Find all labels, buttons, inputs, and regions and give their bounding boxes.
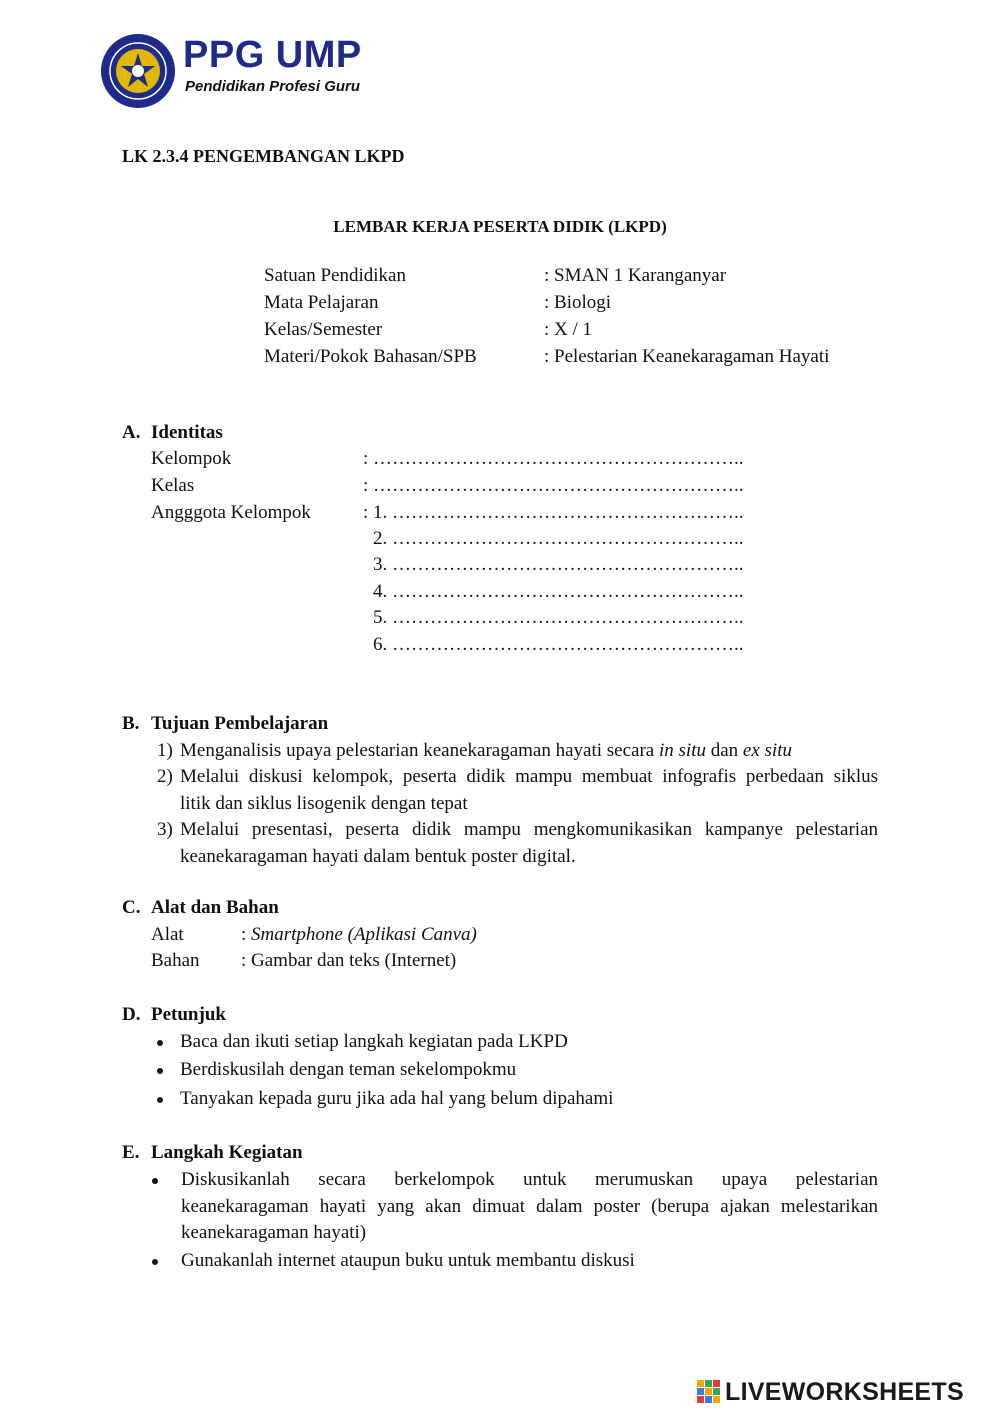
info-label: Mata Pelajaran [264, 292, 379, 313]
info-value: : Pelestarian Keanekaragaman Hayati [544, 346, 830, 367]
bullet-icon [157, 1068, 163, 1074]
tujuan-item-3-line-1: Melalui presentasi, peserta didik mampu mengkomunikasikan kampanye pelestarian [180, 819, 878, 840]
info-value: : SMAN 1 Karanganyar [544, 265, 727, 286]
bullet-icon [152, 1178, 158, 1184]
kelas-field[interactable]: : ………………………………………………….. [363, 475, 744, 496]
tujuan-item-1 [180, 740, 792, 762]
bahan-label: Bahan [151, 950, 200, 971]
langkah-item-1-line-3: keanekaragaman hayati) [181, 1222, 367, 1243]
alat-colon: : [241, 924, 252, 945]
section-c-letter: C. [122, 897, 141, 918]
alat-text: Smartphone (Aplikasi Canva) [251, 924, 477, 945]
tujuan-item-2-line-2: litik dan siklus lisogenik dengan tepat [180, 793, 468, 814]
tujuan-number: 1) [157, 740, 173, 761]
bullet-icon [152, 1259, 158, 1265]
tujuan-item-2-line-1: Melalui diskusi kelompok, peserta didik mampu membuat infografis perbedaan siklus [180, 766, 878, 787]
tujuan-item-1-conj: dan [705, 740, 743, 761]
lkpd-title: LEMBAR KERJA PESERTA DIDIK (LKPD) [333, 217, 667, 236]
kelompok-field[interactable]: : ………………………………………………….. [363, 448, 744, 469]
langkah-item-1-line-1: Diskusikanlah secara berkelompok untuk merumuskan upaya pelestarian [181, 1169, 878, 1190]
tujuan-number: 2) [157, 766, 173, 787]
tujuan-item-1-ex-situ: ex situ [742, 740, 792, 761]
anggota-label: Angggota Kelompok [151, 502, 311, 523]
langkah-item-2: Gunakanlah internet ataupun buku untuk membantu diskusi [181, 1250, 635, 1271]
liveworksheets-logo-icon [697, 1380, 721, 1404]
tujuan-item-1-in-situ: in situ [659, 740, 706, 761]
section-b-title: Tujuan Pembelajaran [151, 713, 329, 734]
liveworksheets-logo [697, 1378, 997, 1408]
section-e-title: Langkah Kegiatan [151, 1142, 303, 1163]
section-d-title: Petunjuk [151, 1004, 226, 1025]
section-a-letter: A. [122, 422, 141, 443]
kelompok-label: Kelompok [151, 448, 232, 469]
bullet-icon [157, 1040, 163, 1046]
info-value: : X / 1 [544, 319, 593, 340]
bullet-icon [157, 1097, 163, 1103]
petunjuk-item: Tanyakan kepada guru jika ada hal yang belum dipahami [180, 1088, 614, 1109]
liveworksheets-brand: LIVEWORKSHEETS [725, 1378, 964, 1406]
section-b-letter: B. [122, 713, 140, 734]
section-d-letter: D. [122, 1004, 141, 1025]
anggota-colon: : [363, 502, 369, 523]
logo-title: PPG UMP [183, 34, 362, 76]
logo-subtitle: Pendidikan Profesi Guru [185, 78, 361, 95]
anggota-field-3[interactable]: 3. ……………………………………………….. [373, 554, 744, 575]
tujuan-number: 3) [157, 819, 173, 840]
petunjuk-item: Berdiskusilah dengan teman sekelompokmu [180, 1059, 517, 1080]
section-c-title: Alat dan Bahan [151, 897, 279, 918]
langkah-item-1-line-2: keanekaragaman hayati yang akan dimuat dalam poster (berupa ajakan melestarikan [181, 1196, 878, 1217]
section-e-letter: E. [122, 1142, 140, 1163]
alat-label: Alat [151, 924, 184, 945]
kelas-label: Kelas [151, 475, 195, 496]
anggota-field-6[interactable]: 6. ……………………………………………….. [373, 634, 744, 655]
info-value: : Biologi [544, 292, 612, 313]
anggota-field-1[interactable]: 1. ……………………………………………….. [373, 502, 744, 523]
alat-value [241, 924, 477, 946]
petunjuk-item: Baca dan ikuti setiap langkah kegiatan pada LKPD [180, 1031, 568, 1052]
tujuan-item-1-text: Menganalisis upaya pelestarian keanekaragaman hayati secara [180, 740, 659, 761]
anggota-field-2[interactable]: 2. ……………………………………………….. [373, 528, 744, 549]
info-label: Materi/Pokok Bahasan/SPB [264, 346, 477, 367]
bahan-value: : Gambar dan teks (Internet) [241, 950, 457, 971]
section-a-title: Identitas [151, 422, 223, 443]
info-label: Kelas/Semester [264, 319, 383, 340]
document-title: LK 2.3.4 PENGEMBANGAN LKPD [122, 146, 405, 166]
info-label: Satuan Pendidikan [264, 265, 406, 286]
ppg-ump-logo [99, 32, 399, 110]
tujuan-item-3-line-2: keanekaragaman hayati dalam bentuk poster digital. [180, 846, 576, 867]
university-seal-icon [99, 32, 177, 110]
anggota-field-4[interactable]: 4. ……………………………………………….. [373, 581, 744, 602]
anggota-field-5[interactable]: 5. ……………………………………………….. [373, 607, 744, 628]
